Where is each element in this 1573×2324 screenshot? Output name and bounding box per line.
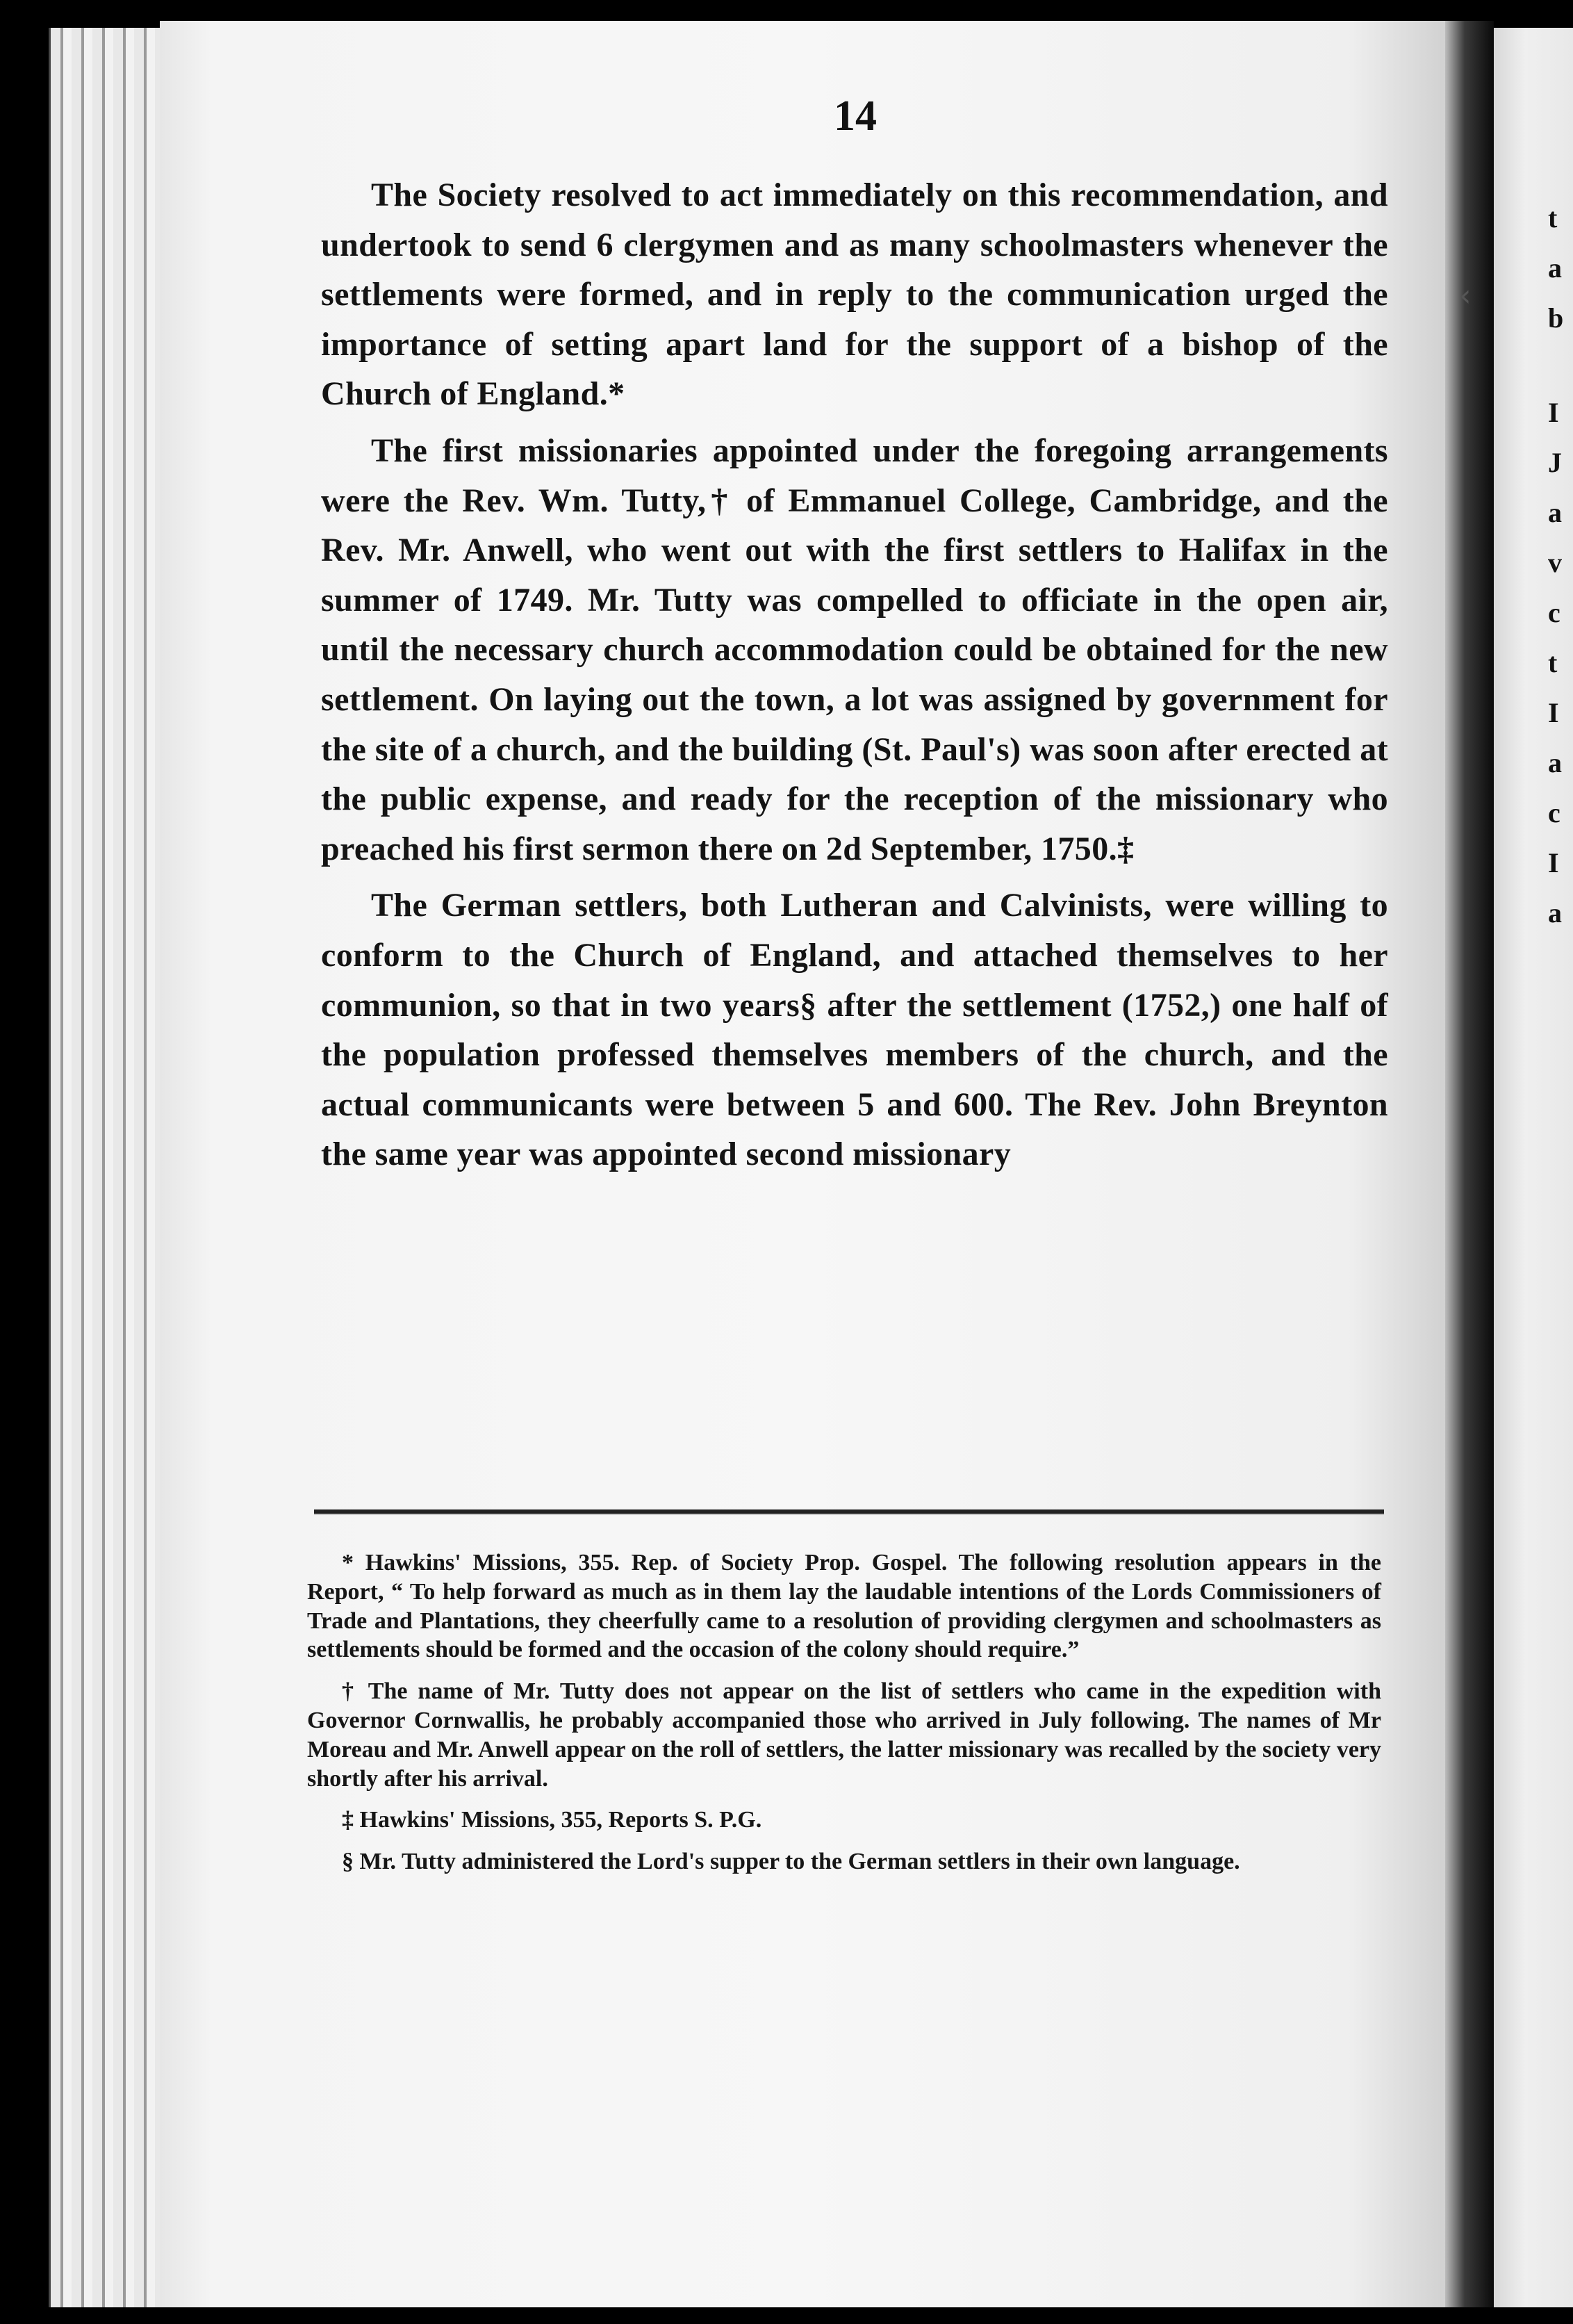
- facing-fragment: a: [1548, 747, 1562, 778]
- facing-fragment: c: [1548, 597, 1560, 628]
- facing-fragment: J: [1548, 447, 1562, 478]
- facing-fragment: a: [1548, 252, 1562, 284]
- facing-fragment: v: [1548, 547, 1562, 578]
- footnote: * Hawkins' Missions, 355. Rep. of Society Prop. Gospel. The following resolution appears in the Report, “ To help forward as much as in them lay the laudable intentions of the Lords Commissioners of Trade and Plantations, they cheerfully came to a resolution of providing clergymen and schoolmasters as settlements should be formed and the occasion of the colony should require.”: [307, 1550, 1381, 1663]
- facing-fragment: I: [1548, 847, 1559, 878]
- paragraph: The German settlers, both Lutheran and Calvinists, were willing to conform to the Church of England, and attached themselves to her communion, so that in two years§ after the settlement (1752,) one half of the population professed themselves members of the church, and the actual communicants were between 5 and 600. The Rev. John Breynton the same year was appointed second missionary: [321, 887, 1388, 1173]
- facing-fragment: a: [1548, 897, 1562, 928]
- facing-fragment: I: [1548, 697, 1559, 728]
- footnote: § Mr. Tutty administered the Lord's supper to the German settlers in their own language.: [342, 1849, 1240, 1875]
- facing-fragment: c: [1548, 797, 1560, 828]
- facing-fragment: I: [1548, 397, 1559, 428]
- facing-fragment: a: [1548, 497, 1562, 528]
- footnotes: [307, 1548, 1381, 1876]
- body-text: [321, 170, 1388, 1179]
- facing-fragment: t: [1548, 202, 1558, 234]
- paragraph: The Society resolved to act immediately on this recommendation, and undertook to send 6 clergymen and as many schoolmasters whenever the settlements were formed, and in reply to the communication urged the importance of setting apart land for the support of a bishop of the Church of England.*: [321, 177, 1388, 413]
- footnote-rule: [314, 1509, 1384, 1514]
- facing-fragment: t: [1548, 647, 1558, 678]
- facing-fragment: b: [1548, 302, 1564, 334]
- gutter-shadow: [1445, 21, 1494, 2307]
- footnote: † The name of Mr. Tutty does not appear on the list of settlers who came in the expedition with Governor Cornwallis, he probably accompanied those who arrived in July following. The names of Mr Moreau and Mr. Anwell appear on the roll of settlers, the latter missionary was recalled by the society very shortly after his arrival.: [307, 1678, 1381, 1792]
- facing-page: [1494, 28, 1573, 2307]
- paragraph: The first missionaries appointed under the foregoing arrangements were the Rev. Wm. Tutty,† of Emmanuel College, Cambridge, and the Rev. Mr. Anwell, who went out with the first settlers to Halifax in the summer of 1749. Mr. Tutty was compelled to officiate in the open air, until the necessary church accommodation could be obtained for the new settlement. On laying out the town, a lot was assigned by government for the site of a church, and the building (St. Paul's) was soon after erected at the public expense, and ready for the reception of the missionary who preached his first sermon there on 2d September, 1750.‡: [321, 432, 1388, 867]
- margin-mark: ‹: [1459, 278, 1472, 313]
- footnote: ‡ Hawkins' Missions, 355, Reports S. P.G.: [342, 1807, 762, 1833]
- page-number: 14: [834, 92, 877, 140]
